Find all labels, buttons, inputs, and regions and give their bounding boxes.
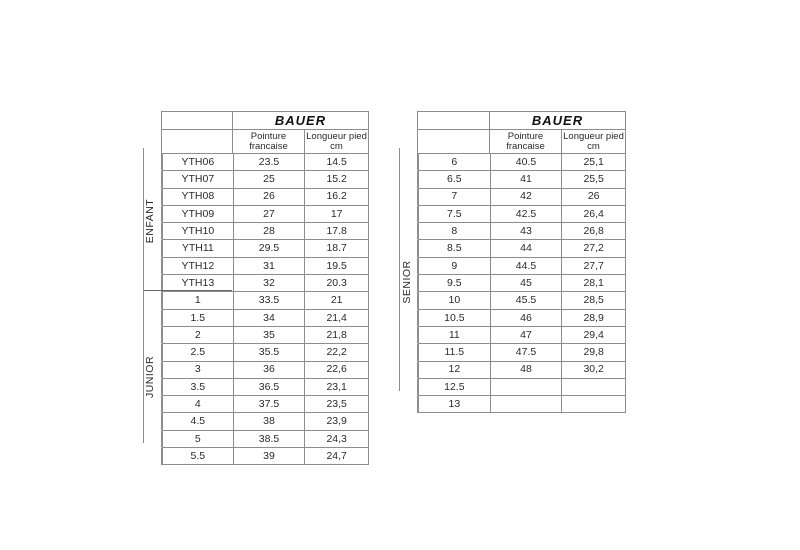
table-row [161, 327, 368, 344]
pointure-cell: 42.5 [490, 206, 562, 223]
table-row [417, 310, 625, 327]
header-logo-row [161, 112, 368, 130]
size-cell: 1.5 [162, 310, 233, 327]
longueur-cell: 21,8 [304, 327, 368, 344]
header-blank [417, 112, 489, 130]
longueur-cell: 26,8 [561, 223, 625, 240]
size-cell: 7.5 [418, 206, 490, 223]
pointure-cell [490, 379, 562, 396]
longueur-cell: 28,1 [561, 275, 625, 292]
longueur-cell: 25,1 [561, 154, 625, 171]
pointure-cell: 40.5 [490, 154, 562, 171]
header-columns-row [417, 130, 625, 154]
pointure-cell: 27 [233, 206, 305, 223]
table-row [417, 258, 625, 275]
longueur-cell: 24,3 [304, 431, 368, 448]
group-label-senior: SENIOR [401, 260, 413, 304]
table-row [161, 344, 368, 361]
size-cell: 2.5 [162, 344, 233, 361]
side-column-border [399, 148, 400, 391]
table-row [161, 413, 368, 430]
pointure-cell: 36.5 [233, 379, 305, 396]
header-blank [417, 130, 489, 154]
size-cell: 7 [418, 189, 490, 206]
longueur-cell: 27,2 [561, 240, 625, 257]
pointure-cell: 36 [233, 362, 305, 379]
table-row [417, 275, 625, 292]
size-cell: 10.5 [418, 310, 490, 327]
pointure-cell: 29.5 [233, 240, 305, 257]
longueur-cell: 25,5 [561, 171, 625, 188]
size-cell: 3.5 [162, 379, 233, 396]
longueur-cell: 23,5 [304, 396, 368, 413]
table-row [417, 344, 625, 361]
pointure-cell: 34 [233, 310, 305, 327]
longueur-cell: 20.3 [304, 275, 368, 292]
longueur-cell: 19.5 [304, 258, 368, 275]
longueur-cell: 15.2 [304, 171, 368, 188]
size-cell: YTH10 [162, 223, 233, 240]
column-header-longueur: Longueur pied cm [561, 130, 625, 154]
table-row [417, 223, 625, 240]
size-cell: 3 [162, 362, 233, 379]
header-blank [161, 130, 232, 154]
longueur-cell: 26 [561, 189, 625, 206]
pointure-cell: 37.5 [233, 396, 305, 413]
longueur-cell: 30,2 [561, 362, 625, 379]
pointure-cell: 25 [233, 171, 305, 188]
pointure-cell: 39 [233, 448, 305, 465]
size-cell: YTH07 [162, 171, 233, 188]
table-row [417, 396, 625, 413]
size-cell: 2 [162, 327, 233, 344]
longueur-cell: 28,9 [561, 310, 625, 327]
size-cell: 12.5 [418, 379, 490, 396]
longueur-cell: 23,9 [304, 413, 368, 430]
pointure-cell: 44.5 [490, 258, 562, 275]
longueur-cell: 23,1 [304, 379, 368, 396]
pointure-cell: 38.5 [233, 431, 305, 448]
pointure-cell: 45.5 [490, 292, 562, 309]
bauer-logo: BAUER [531, 113, 584, 128]
pointure-cell: 44 [490, 240, 562, 257]
size-cell: YTH06 [162, 154, 233, 171]
side-column-border [143, 148, 144, 443]
pointure-cell: 23.5 [233, 154, 305, 171]
longueur-cell: 26,4 [561, 206, 625, 223]
table-row [161, 362, 368, 379]
pointure-cell: 46 [490, 310, 562, 327]
table-row [161, 292, 368, 309]
size-cell: 9.5 [418, 275, 490, 292]
longueur-cell: 28,5 [561, 292, 625, 309]
size-cell: 4 [162, 396, 233, 413]
table-row [161, 431, 368, 448]
size-cell: YTH12 [162, 258, 233, 275]
longueur-cell [561, 379, 625, 396]
table-row [417, 171, 625, 188]
header-columns-row [161, 130, 368, 154]
header-logo-row [417, 112, 625, 130]
pointure-cell: 45 [490, 275, 562, 292]
longueur-cell: 29,8 [561, 344, 625, 361]
pointure-cell: 42 [490, 189, 562, 206]
group-label-enfant: ENFANT [144, 198, 156, 244]
size-cell: 11.5 [418, 344, 490, 361]
pointure-cell: 47 [490, 327, 562, 344]
pointure-cell: 43 [490, 223, 562, 240]
pointure-cell: 32 [233, 275, 305, 292]
table-row [161, 240, 368, 257]
size-cell: 11 [418, 327, 490, 344]
size-cell: YTH09 [162, 206, 233, 223]
table-row [161, 189, 368, 206]
longueur-cell: 21,4 [304, 310, 368, 327]
column-header-pointure: Pointure francaise [232, 130, 304, 154]
table-row [417, 292, 625, 309]
size-cell: 8.5 [418, 240, 490, 257]
size-cell: 10 [418, 292, 490, 309]
table-row [417, 240, 625, 257]
longueur-cell: 21 [304, 292, 368, 309]
brand-logo-cell [489, 112, 625, 130]
longueur-cell: 14.5 [304, 154, 368, 171]
size-cell: 12 [418, 362, 490, 379]
group-separator [143, 290, 232, 291]
table-row [161, 396, 368, 413]
table-row [161, 258, 368, 275]
bauer-logo: BAUER [274, 113, 327, 128]
size-cell: 4.5 [162, 413, 233, 430]
table-row [161, 448, 368, 465]
size-cell: 9 [418, 258, 490, 275]
group-label-junior: JUNIOR [144, 355, 156, 398]
table-row [417, 154, 625, 171]
pointure-cell: 38 [233, 413, 305, 430]
size-cell: 5 [162, 431, 233, 448]
size-cell: 6.5 [418, 171, 490, 188]
brand-logo-cell [232, 112, 368, 130]
header-blank [161, 112, 232, 130]
longueur-cell: 17.8 [304, 223, 368, 240]
table-row [417, 362, 625, 379]
table-row [417, 327, 625, 344]
pointure-cell: 33.5 [233, 292, 305, 309]
pointure-cell: 28 [233, 223, 305, 240]
column-header-longueur: Longueur pied cm [304, 130, 368, 154]
longueur-cell [561, 396, 625, 413]
table-row [161, 223, 368, 240]
size-cell: 8 [418, 223, 490, 240]
size-cell: YTH08 [162, 189, 233, 206]
pointure-cell: 47.5 [490, 344, 562, 361]
longueur-cell: 24,7 [304, 448, 368, 465]
size-cell: 1 [162, 292, 233, 309]
longueur-cell: 18.7 [304, 240, 368, 257]
left_table-grid [161, 111, 369, 465]
table-row [161, 171, 368, 188]
size-cell: YTH11 [162, 240, 233, 257]
table-row [417, 189, 625, 206]
pointure-cell: 35.5 [233, 344, 305, 361]
longueur-cell: 29,4 [561, 327, 625, 344]
longueur-cell: 22,2 [304, 344, 368, 361]
longueur-cell: 22,6 [304, 362, 368, 379]
table-row [161, 206, 368, 223]
size-cell: 5.5 [162, 448, 233, 465]
table-row [161, 379, 368, 396]
pointure-cell: 35 [233, 327, 305, 344]
pointure-cell: 31 [233, 258, 305, 275]
pointure-cell: 48 [490, 362, 562, 379]
pointure-cell [490, 396, 562, 413]
longueur-cell: 16.2 [304, 189, 368, 206]
size-cell: YTH13 [162, 275, 233, 292]
size-cell: 13 [418, 396, 490, 413]
longueur-cell: 27,7 [561, 258, 625, 275]
right_table-grid [417, 111, 626, 413]
longueur-cell: 17 [304, 206, 368, 223]
table-row [161, 154, 368, 171]
table-row [417, 206, 625, 223]
size-cell: 6 [418, 154, 490, 171]
column-header-pointure: Pointure francaise [489, 130, 561, 154]
pointure-cell: 26 [233, 189, 305, 206]
table-row [161, 310, 368, 327]
pointure-cell: 41 [490, 171, 562, 188]
table-row [417, 379, 625, 396]
